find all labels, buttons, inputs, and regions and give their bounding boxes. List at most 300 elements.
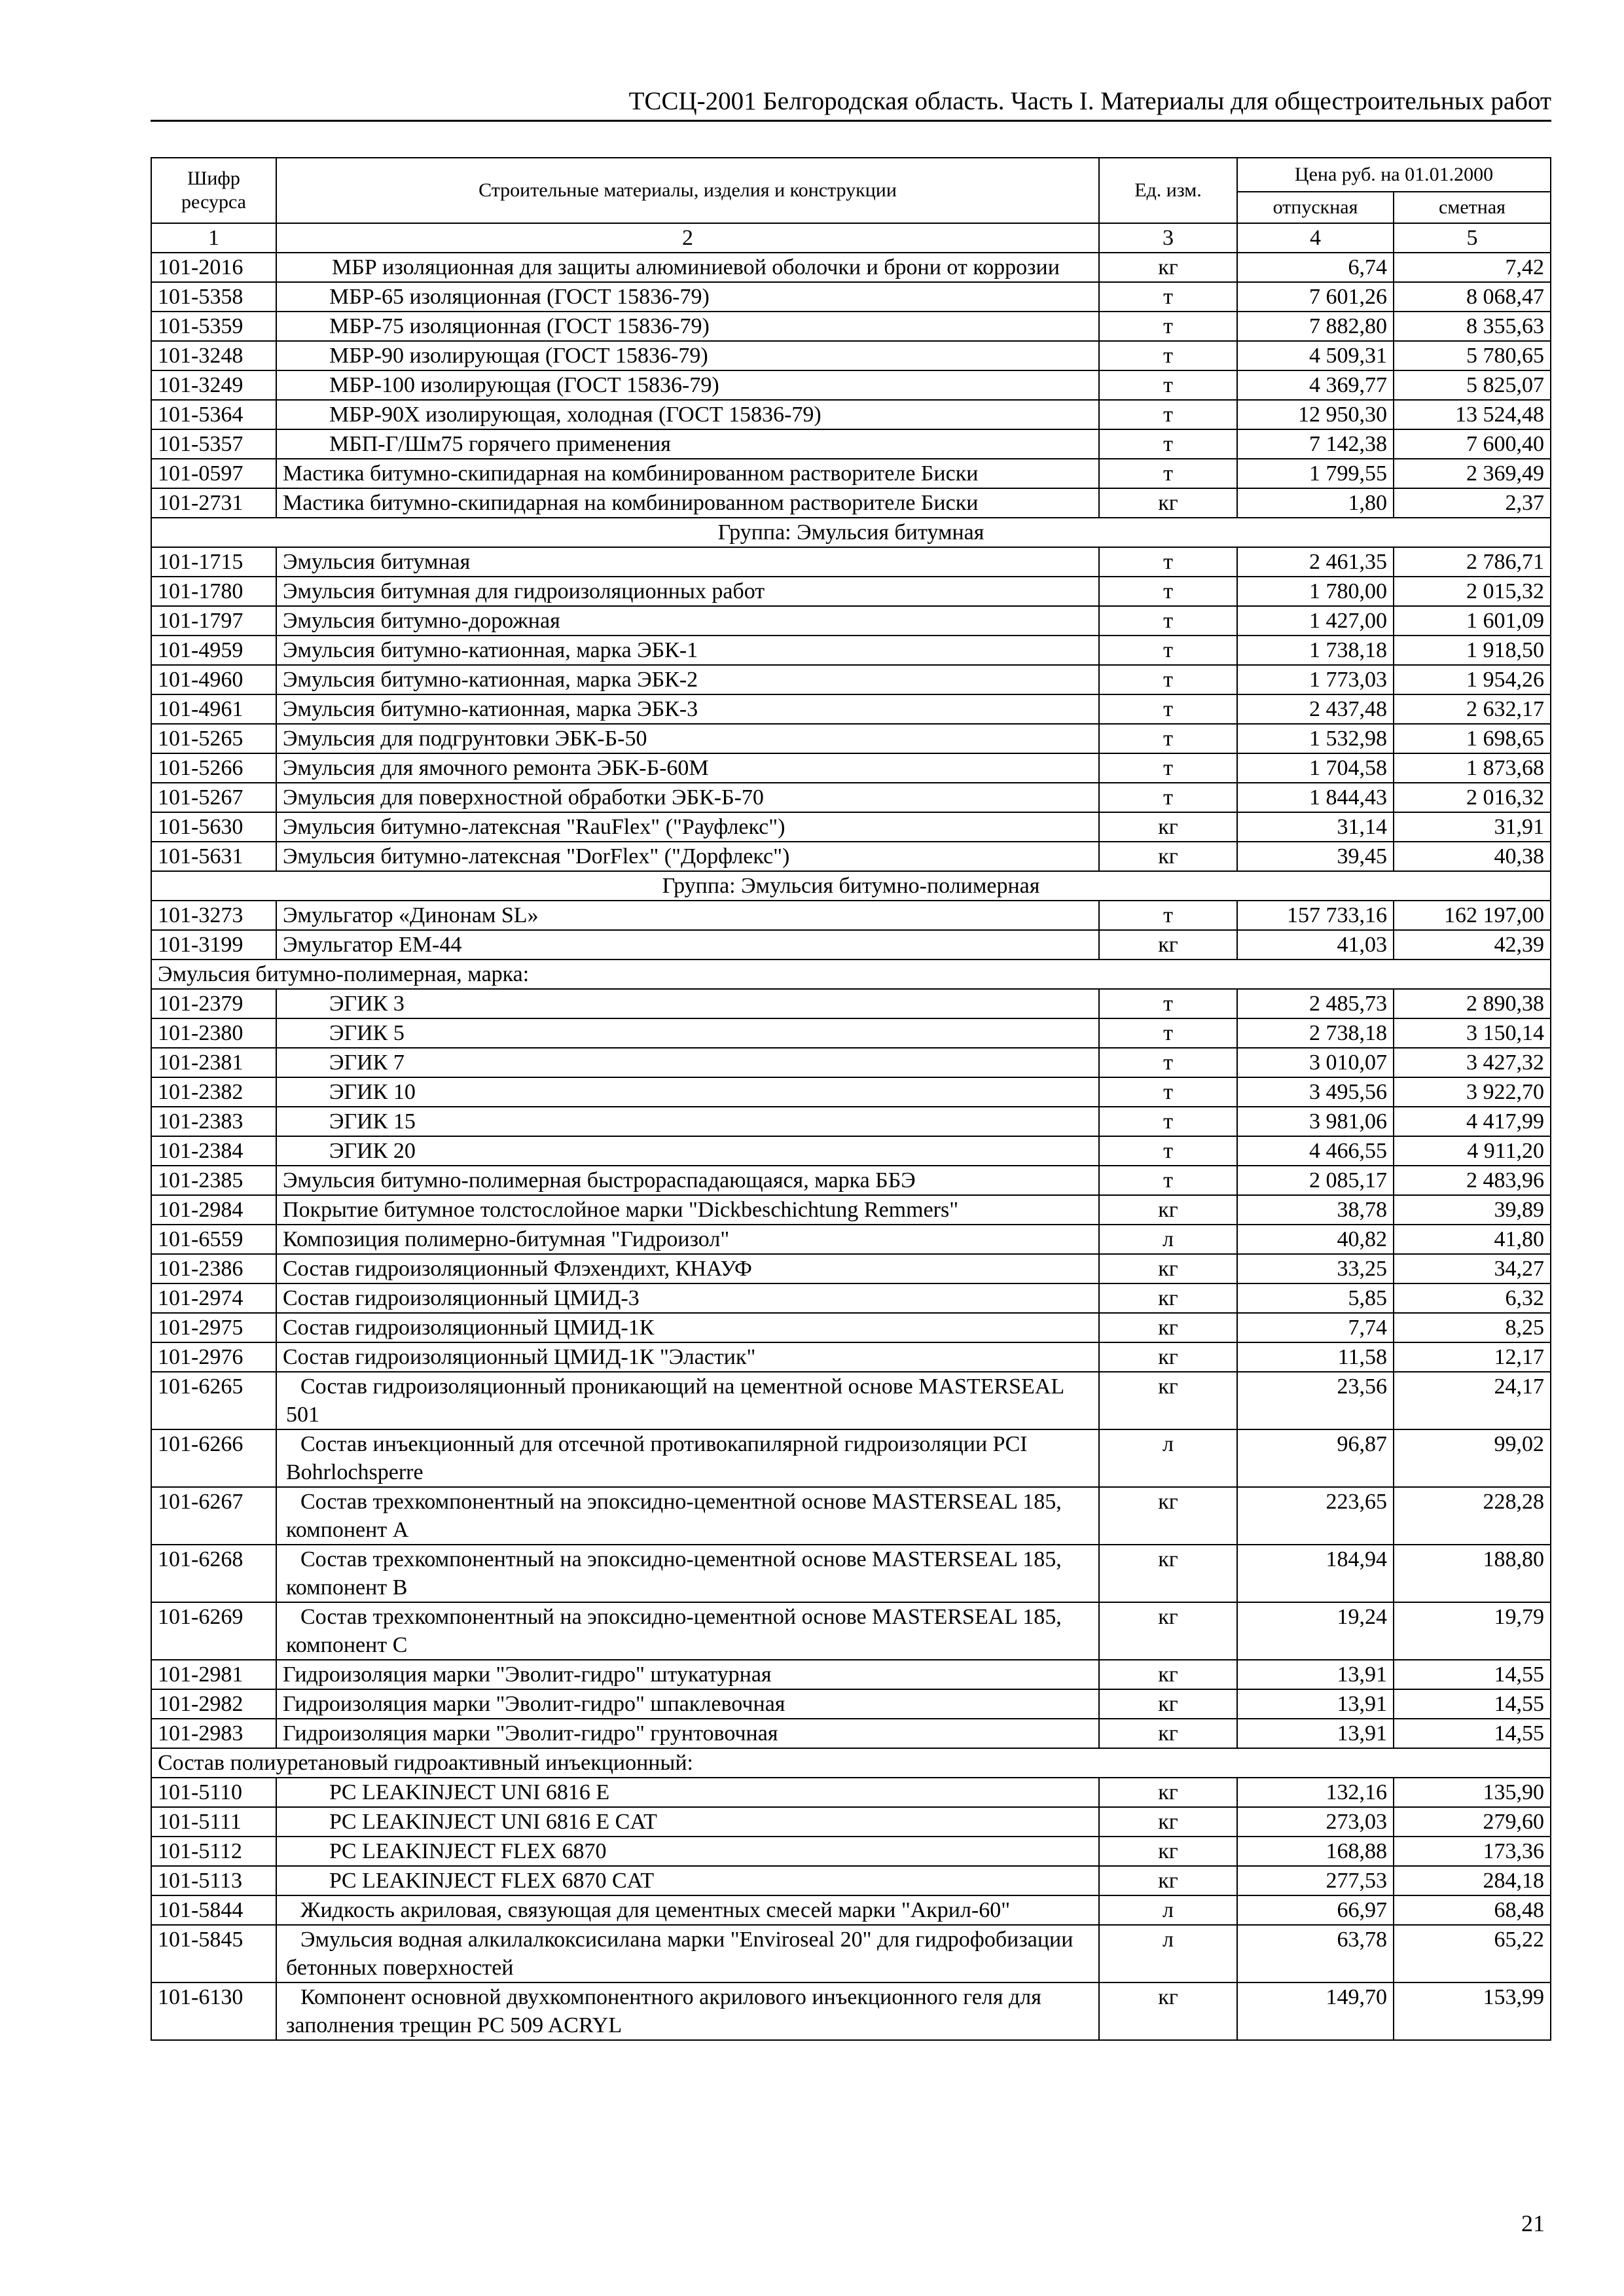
price-estimate: 7,42 — [1394, 253, 1551, 282]
unit: т — [1099, 1166, 1237, 1195]
table-row — [151, 901, 1551, 930]
material-name: Композиция полимерно-битумная "Гидроизол" — [276, 1225, 1099, 1254]
unit: т — [1099, 341, 1237, 370]
table-row — [151, 606, 1551, 636]
price-estimate: 162 197,00 — [1394, 901, 1551, 930]
group-row — [151, 871, 1551, 901]
price-release: 13,91 — [1237, 1689, 1394, 1719]
material-name: PC LEAKINJECT UNI 6816 E CAT — [276, 1807, 1099, 1837]
material-name: ЭГИК 15 — [276, 1107, 1099, 1136]
price-release: 7 142,38 — [1237, 429, 1394, 459]
unit: кг — [1099, 1689, 1237, 1719]
unit: т — [1099, 901, 1237, 930]
resource-code: 101-2981 — [151, 1660, 276, 1689]
page-header — [151, 82, 1551, 122]
material-name: ЭГИК 3 — [276, 989, 1099, 1018]
price-estimate: 68,48 — [1394, 1895, 1551, 1925]
material-name: Состав гидроизоляционный ЦМИД-1К "Эластик" — [276, 1342, 1099, 1372]
price-estimate: 135,90 — [1394, 1778, 1551, 1807]
unit: т — [1099, 312, 1237, 341]
unit: кг — [1099, 1837, 1237, 1866]
unit: т — [1099, 547, 1237, 577]
price-release: 168,88 — [1237, 1837, 1394, 1866]
resource-code: 101-3248 — [151, 341, 276, 370]
price-release: 2 085,17 — [1237, 1166, 1394, 1195]
table-row — [151, 1283, 1551, 1313]
unit: кг — [1099, 1866, 1237, 1895]
price-release: 7,74 — [1237, 1313, 1394, 1342]
price-estimate: 153,99 — [1394, 1982, 1551, 2040]
unit: т — [1099, 577, 1237, 606]
price-estimate: 188,80 — [1394, 1545, 1551, 1602]
price-estimate: 39,89 — [1394, 1195, 1551, 1225]
unit: т — [1099, 1136, 1237, 1166]
unit: кг — [1099, 1545, 1237, 1602]
resource-code: 101-5364 — [151, 400, 276, 429]
price-estimate: 2 786,71 — [1394, 547, 1551, 577]
resource-code: 101-2385 — [151, 1166, 276, 1195]
material-name: Эмульсия для ямочного ремонта ЭБК-Б-60М — [276, 753, 1099, 783]
price-release: 13,91 — [1237, 1719, 1394, 1748]
unit: кг — [1099, 1778, 1237, 1807]
subgroup-heading: Состав полиуретановый гидроактивный инъекционный: — [151, 1748, 1551, 1778]
resource-code: 101-2382 — [151, 1077, 276, 1107]
price-release: 184,94 — [1237, 1545, 1394, 1602]
price-release: 5,85 — [1237, 1283, 1394, 1313]
unit: т — [1099, 606, 1237, 636]
material-name: Состав гидроизоляционный ЦМИД-1К — [276, 1313, 1099, 1342]
table-row — [151, 1313, 1551, 1342]
table-row — [151, 1018, 1551, 1048]
unit: т — [1099, 1048, 1237, 1077]
resource-code: 101-6130 — [151, 1982, 276, 2040]
resource-code: 101-5110 — [151, 1778, 276, 1807]
price-estimate: 8,25 — [1394, 1313, 1551, 1342]
price-estimate: 2 632,17 — [1394, 694, 1551, 724]
price-release: 31,14 — [1237, 812, 1394, 842]
price-estimate: 173,36 — [1394, 1837, 1551, 1866]
material-name: Эмульсия битумно-полимерная быстрораспадающаяся, марка ББЭ — [276, 1166, 1099, 1195]
table-row — [151, 842, 1551, 871]
material-name: Мастика битумно-скипидарная на комбинированном растворителе Биски — [276, 459, 1099, 488]
price-estimate: 279,60 — [1394, 1807, 1551, 1837]
price-estimate: 65,22 — [1394, 1925, 1551, 1982]
group-heading: Группа: Эмульсия битумная — [151, 518, 1551, 547]
price-release: 4 466,55 — [1237, 1136, 1394, 1166]
unit: т — [1099, 429, 1237, 459]
unit: кг — [1099, 930, 1237, 960]
price-estimate: 2 483,96 — [1394, 1166, 1551, 1195]
unit: т — [1099, 636, 1237, 665]
table-row — [151, 1166, 1551, 1195]
resource-code: 101-5844 — [151, 1895, 276, 1925]
group-row — [151, 518, 1551, 547]
material-name: Эмульсия битумная для гидроизоляционных работ — [276, 577, 1099, 606]
resource-code: 101-5630 — [151, 812, 276, 842]
resource-code: 101-5267 — [151, 783, 276, 812]
unit: л — [1099, 1925, 1237, 1982]
unit: т — [1099, 1107, 1237, 1136]
material-name: ЭГИК 5 — [276, 1018, 1099, 1048]
unit: л — [1099, 1429, 1237, 1487]
material-name: МБП-Г/Шм75 горячего применения — [276, 429, 1099, 459]
material-name: Эмульсия битумно-катионная, марка ЭБК-3 — [276, 694, 1099, 724]
price-estimate: 2 369,49 — [1394, 459, 1551, 488]
price-estimate: 42,39 — [1394, 930, 1551, 960]
resource-code: 101-5359 — [151, 312, 276, 341]
resource-code: 101-2380 — [151, 1018, 276, 1048]
price-release: 277,53 — [1237, 1866, 1394, 1895]
material-name: Эмульсия битумная — [276, 547, 1099, 577]
material-name: Гидроизоляция марки "Эволит-гидро" шпаклевочная — [276, 1689, 1099, 1719]
resource-code: 101-5266 — [151, 753, 276, 783]
unit: т — [1099, 724, 1237, 753]
resource-code: 101-1797 — [151, 606, 276, 636]
table-row — [151, 783, 1551, 812]
material-name: Эмульсия битумно-дорожная — [276, 606, 1099, 636]
document-title: ТССЦ-2001 Белгородская область. Часть I. Материалы для общестроительных работ — [628, 87, 1551, 115]
material-name: Гидроизоляция марки "Эволит-гидро" грунтовочная — [276, 1719, 1099, 1748]
material-name: Эмульсия водная алкилалкоксисилана марки "Enviroseal 20" для гидрофобизации бетонных поверхностей — [276, 1925, 1099, 1982]
table-row — [151, 665, 1551, 694]
resource-code: 101-5265 — [151, 724, 276, 753]
price-estimate: 40,38 — [1394, 842, 1551, 871]
table-row — [151, 1254, 1551, 1283]
price-estimate: 1 873,68 — [1394, 753, 1551, 783]
material-name: Состав трехкомпонентный на эпоксидно-цементной основе MASTERSEAL 185, компонент А — [276, 1487, 1099, 1545]
price-estimate: 2 016,32 — [1394, 783, 1551, 812]
price-estimate: 13 524,48 — [1394, 400, 1551, 429]
material-name: PC LEAKINJECT UNI 6816 E — [276, 1778, 1099, 1807]
table-row — [151, 400, 1551, 429]
resource-code: 101-6265 — [151, 1372, 276, 1429]
header-unit: Ед. изм. — [1099, 158, 1237, 223]
table-row — [151, 636, 1551, 665]
unit: кг — [1099, 842, 1237, 871]
price-release: 7 601,26 — [1237, 282, 1394, 312]
material-name: Эмульсия для подгрунтовки ЭБК-Б-50 — [276, 724, 1099, 753]
unit: кг — [1099, 1719, 1237, 1748]
price-release: 39,45 — [1237, 842, 1394, 871]
material-name: Состав гидроизоляционный ЦМИД-3 — [276, 1283, 1099, 1313]
material-name: Состав трехкомпонентный на эпоксидно-цементной основе MASTERSEAL 185, компонент В — [276, 1545, 1099, 1602]
material-name: Гидроизоляция марки "Эволит-гидро" штукатурная — [276, 1660, 1099, 1689]
subgroup-row — [151, 960, 1551, 989]
table-row — [151, 1778, 1551, 1807]
price-release: 3 495,56 — [1237, 1077, 1394, 1107]
resource-code: 101-5113 — [151, 1866, 276, 1895]
price-release: 2 461,35 — [1237, 547, 1394, 577]
resource-code: 101-2381 — [151, 1048, 276, 1077]
resource-code: 101-6268 — [151, 1545, 276, 1602]
table-row — [151, 1136, 1551, 1166]
price-estimate: 24,17 — [1394, 1372, 1551, 1429]
material-name: Состав гидроизоляционный Флэхендихт, КНАУФ — [276, 1254, 1099, 1283]
price-estimate: 2 890,38 — [1394, 989, 1551, 1018]
price-estimate: 1 954,26 — [1394, 665, 1551, 694]
price-release: 40,82 — [1237, 1225, 1394, 1254]
resource-code: 101-2384 — [151, 1136, 276, 1166]
unit: т — [1099, 783, 1237, 812]
resource-code: 101-5357 — [151, 429, 276, 459]
material-name: Компонент основной двухкомпонентного акрилового инъекционного геля для заполнения трещин PC 509 ACRYL — [276, 1982, 1099, 2040]
price-release: 23,56 — [1237, 1372, 1394, 1429]
resource-code: 101-2984 — [151, 1195, 276, 1225]
unit: т — [1099, 989, 1237, 1018]
unit: кг — [1099, 1313, 1237, 1342]
price-release: 4 509,31 — [1237, 341, 1394, 370]
table-row — [151, 1689, 1551, 1719]
resource-code: 101-2974 — [151, 1283, 276, 1313]
material-name: Эмульсия битумно-латексная "DorFlex" ("Дорфлекс") — [276, 842, 1099, 871]
price-estimate: 41,80 — [1394, 1225, 1551, 1254]
table-row — [151, 1342, 1551, 1372]
header-price-release: отпускная — [1237, 192, 1394, 223]
table-row — [151, 989, 1551, 1018]
price-estimate: 3 427,32 — [1394, 1048, 1551, 1077]
unit: л — [1099, 1895, 1237, 1925]
material-name: МБР-90 изолирующая (ГОСТ 15836-79) — [276, 341, 1099, 370]
price-release: 3 981,06 — [1237, 1107, 1394, 1136]
material-name: ЭГИК 10 — [276, 1077, 1099, 1107]
material-name: МБР-90Х изолирующая, холодная (ГОСТ 15836-79) — [276, 400, 1099, 429]
material-name: МБР изоляционная для защиты алюминиевой оболочки и брони от коррозии — [276, 253, 1099, 282]
price-estimate: 1 698,65 — [1394, 724, 1551, 753]
unit: кг — [1099, 1660, 1237, 1689]
price-release: 38,78 — [1237, 1195, 1394, 1225]
table-row — [151, 1719, 1551, 1748]
table-row — [151, 1837, 1551, 1866]
resource-code: 101-5845 — [151, 1925, 276, 1982]
resource-code: 101-5358 — [151, 282, 276, 312]
price-estimate: 4 417,99 — [1394, 1107, 1551, 1136]
table-row — [151, 1895, 1551, 1925]
material-name: Состав инъекционный для отсечной противокапилярной гидроизоляции PCI Bohrlochsperre — [276, 1429, 1099, 1487]
unit: кг — [1099, 1254, 1237, 1283]
price-estimate: 6,32 — [1394, 1283, 1551, 1313]
resource-code: 101-3199 — [151, 930, 276, 960]
material-name: Состав трехкомпонентный на эпоксидно-цементной основе MASTERSEAL 185, компонент С — [276, 1602, 1099, 1660]
material-name: Эмульсия битумно-катионная, марка ЭБК-1 — [276, 636, 1099, 665]
subgroup-heading: Эмульсия битумно-полимерная, марка: — [151, 960, 1551, 989]
table-row — [151, 253, 1551, 282]
price-table — [151, 157, 1551, 2041]
table-row — [151, 1982, 1551, 2040]
material-name: МБР-100 изолирующая (ГОСТ 15836-79) — [276, 370, 1099, 400]
table-row — [151, 459, 1551, 488]
table-row — [151, 1487, 1551, 1545]
table-row — [151, 930, 1551, 960]
price-estimate: 2 015,32 — [1394, 577, 1551, 606]
table-row — [151, 1660, 1551, 1689]
table-row — [151, 429, 1551, 459]
unit: кг — [1099, 1602, 1237, 1660]
unit: т — [1099, 370, 1237, 400]
price-estimate: 1 601,09 — [1394, 606, 1551, 636]
column-index: 1 — [151, 223, 276, 253]
header-price-estimate: сметная — [1394, 192, 1551, 223]
price-release: 4 369,77 — [1237, 370, 1394, 400]
resource-code: 101-2016 — [151, 253, 276, 282]
resource-code: 101-2983 — [151, 1719, 276, 1748]
column-index: 4 — [1237, 223, 1394, 253]
material-name: Эмульгатор «Динонам SL» — [276, 901, 1099, 930]
price-release: 1 704,58 — [1237, 753, 1394, 783]
price-release: 12 950,30 — [1237, 400, 1394, 429]
material-name: Состав гидроизоляционный проникающий на цементной основе MASTERSEAL 501 — [276, 1372, 1099, 1429]
material-name: МБР-75 изоляционная (ГОСТ 15836-79) — [276, 312, 1099, 341]
unit: кг — [1099, 253, 1237, 282]
price-estimate: 31,91 — [1394, 812, 1551, 842]
table-row — [151, 1429, 1551, 1487]
material-name: Мастика битумно-скипидарная на комбинированном растворителе Биски — [276, 488, 1099, 518]
price-estimate: 5 825,07 — [1394, 370, 1551, 400]
material-name: Эмульсия для поверхностной обработки ЭБК-Б-70 — [276, 783, 1099, 812]
material-name: Эмульсия битумно-катионная, марка ЭБК-2 — [276, 665, 1099, 694]
material-name: Покрытие битумное толстослойное марки "Dickbeschichtung Remmers" — [276, 1195, 1099, 1225]
price-release: 6,74 — [1237, 253, 1394, 282]
page-number: 21 — [1521, 2210, 1545, 2236]
price-release: 19,24 — [1237, 1602, 1394, 1660]
price-estimate: 3 922,70 — [1394, 1077, 1551, 1107]
price-release: 157 733,16 — [1237, 901, 1394, 930]
price-release: 1 532,98 — [1237, 724, 1394, 753]
material-name: МБР-65 изоляционная (ГОСТ 15836-79) — [276, 282, 1099, 312]
unit: кг — [1099, 1982, 1237, 2040]
resource-code: 101-3273 — [151, 901, 276, 930]
table-row — [151, 694, 1551, 724]
price-release: 3 010,07 — [1237, 1048, 1394, 1077]
unit: т — [1099, 1018, 1237, 1048]
table-row — [151, 1807, 1551, 1837]
price-estimate: 228,28 — [1394, 1487, 1551, 1545]
price-estimate: 3 150,14 — [1394, 1018, 1551, 1048]
table-row — [151, 1602, 1551, 1660]
unit: кг — [1099, 1487, 1237, 1545]
table-row — [151, 753, 1551, 783]
table-row — [151, 1048, 1551, 1077]
header-code: Шифр ресурса — [151, 158, 276, 223]
table-row — [151, 577, 1551, 606]
price-estimate: 1 918,50 — [1394, 636, 1551, 665]
resource-code: 101-6267 — [151, 1487, 276, 1545]
table-row — [151, 1225, 1551, 1254]
resource-code: 101-5112 — [151, 1837, 276, 1866]
table-row — [151, 282, 1551, 312]
price-release: 149,70 — [1237, 1982, 1394, 2040]
column-index: 3 — [1099, 223, 1237, 253]
resource-code: 101-5111 — [151, 1807, 276, 1837]
material-name: PC LEAKINJECT FLEX 6870 CAT — [276, 1866, 1099, 1895]
price-estimate: 2,37 — [1394, 488, 1551, 518]
price-estimate: 7 600,40 — [1394, 429, 1551, 459]
resource-code: 101-1780 — [151, 577, 276, 606]
price-release: 33,25 — [1237, 1254, 1394, 1283]
price-release: 1 773,03 — [1237, 665, 1394, 694]
unit: кг — [1099, 1372, 1237, 1429]
table-header — [151, 158, 1551, 253]
unit: т — [1099, 459, 1237, 488]
resource-code: 101-4960 — [151, 665, 276, 694]
table-row — [151, 1866, 1551, 1895]
resource-code: 101-6559 — [151, 1225, 276, 1254]
price-release: 132,16 — [1237, 1778, 1394, 1807]
price-release: 96,87 — [1237, 1429, 1394, 1487]
table-row — [151, 547, 1551, 577]
price-estimate: 14,55 — [1394, 1689, 1551, 1719]
table-row — [151, 312, 1551, 341]
price-estimate: 19,79 — [1394, 1602, 1551, 1660]
unit: т — [1099, 400, 1237, 429]
table-row — [151, 812, 1551, 842]
column-index: 5 — [1394, 223, 1551, 253]
material-name: Эмульсия битумно-латексная "RauFlex" ("Рауфлекс") — [276, 812, 1099, 842]
price-release: 1,80 — [1237, 488, 1394, 518]
group-heading: Группа: Эмульсия битумно-полимерная — [151, 871, 1551, 901]
unit: т — [1099, 665, 1237, 694]
price-release: 1 799,55 — [1237, 459, 1394, 488]
price-estimate: 14,55 — [1394, 1719, 1551, 1748]
price-estimate: 5 780,65 — [1394, 341, 1551, 370]
resource-code: 101-4961 — [151, 694, 276, 724]
resource-code: 101-2976 — [151, 1342, 276, 1372]
unit: кг — [1099, 1342, 1237, 1372]
resource-code: 101-6269 — [151, 1602, 276, 1660]
unit: л — [1099, 1225, 1237, 1254]
resource-code: 101-2383 — [151, 1107, 276, 1136]
table-row — [151, 488, 1551, 518]
price-release: 1 738,18 — [1237, 636, 1394, 665]
table-body — [151, 253, 1551, 2040]
price-release: 13,91 — [1237, 1660, 1394, 1689]
table-row — [151, 1545, 1551, 1602]
price-estimate: 8 355,63 — [1394, 312, 1551, 341]
unit: кг — [1099, 488, 1237, 518]
unit: кг — [1099, 1195, 1237, 1225]
material-name: Эмульгатор ЕМ-44 — [276, 930, 1099, 960]
table-row — [151, 1195, 1551, 1225]
unit: т — [1099, 753, 1237, 783]
unit: т — [1099, 694, 1237, 724]
header-name: Строительные материалы, изделия и конструкции — [276, 158, 1099, 223]
resource-code: 101-2731 — [151, 488, 276, 518]
price-estimate: 14,55 — [1394, 1660, 1551, 1689]
price-release: 2 738,18 — [1237, 1018, 1394, 1048]
unit: т — [1099, 282, 1237, 312]
price-release: 273,03 — [1237, 1807, 1394, 1837]
material-name: PC LEAKINJECT FLEX 6870 — [276, 1837, 1099, 1866]
price-release: 63,78 — [1237, 1925, 1394, 1982]
price-release: 223,65 — [1237, 1487, 1394, 1545]
resource-code: 101-2379 — [151, 989, 276, 1018]
table-row — [151, 1372, 1551, 1429]
price-release: 7 882,80 — [1237, 312, 1394, 341]
resource-code: 101-6266 — [151, 1429, 276, 1487]
resource-code: 101-4959 — [151, 636, 276, 665]
price-release: 66,97 — [1237, 1895, 1394, 1925]
table-row — [151, 370, 1551, 400]
subgroup-row — [151, 1748, 1551, 1778]
column-index: 2 — [276, 223, 1099, 253]
price-estimate: 4 911,20 — [1394, 1136, 1551, 1166]
price-estimate: 99,02 — [1394, 1429, 1551, 1487]
resource-code: 101-5631 — [151, 842, 276, 871]
price-estimate: 284,18 — [1394, 1866, 1551, 1895]
price-estimate: 12,17 — [1394, 1342, 1551, 1372]
material-name: Жидкость акриловая, связующая для цементных смесей марки "Акрил-60" — [276, 1895, 1099, 1925]
table-row — [151, 341, 1551, 370]
unit: кг — [1099, 812, 1237, 842]
